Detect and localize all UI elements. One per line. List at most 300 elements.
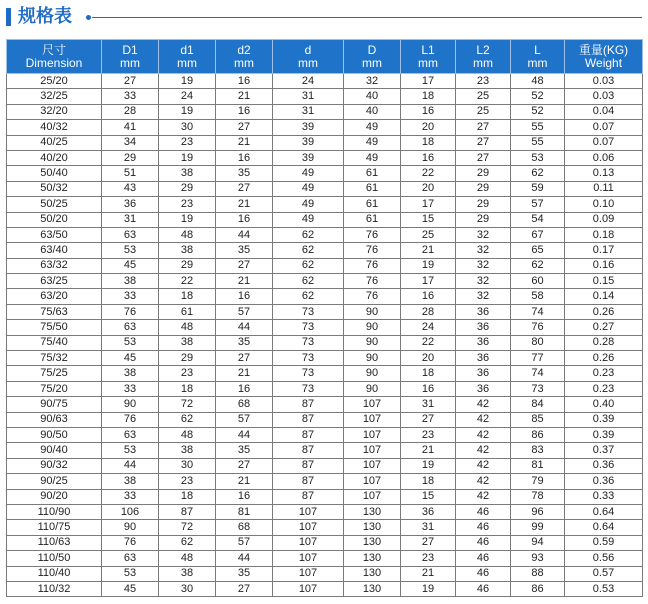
table-cell: 23: [401, 551, 456, 566]
table-cell: 55: [511, 120, 565, 135]
table-cell: 36: [456, 381, 511, 396]
dimension-cell: 110/63: [7, 535, 102, 550]
table-cell: 87: [273, 443, 344, 458]
table-cell: 0.23: [565, 381, 643, 396]
table-row: [7, 489, 643, 504]
table-cell: 0.06: [565, 150, 643, 165]
table-cell: 107: [273, 535, 344, 550]
table-cell: 73: [273, 351, 344, 366]
table-cell: 0.64: [565, 520, 643, 535]
table-row: [7, 551, 643, 566]
table-row: [7, 566, 643, 581]
table-cell: 25: [456, 89, 511, 104]
title-bar: [6, 4, 642, 30]
column-header-label: D1: [122, 42, 138, 57]
page-title: 规格表: [18, 6, 72, 27]
column-header: [216, 40, 273, 74]
table-cell: 79: [511, 474, 565, 489]
dimension-cell: 110/90: [7, 504, 102, 519]
table-cell: 0.03: [565, 89, 643, 104]
table-cell: 90: [344, 320, 401, 335]
column-header-label: L1: [421, 42, 435, 57]
table-cell: 38: [159, 335, 216, 350]
table-cell: 49: [344, 135, 401, 150]
table-row: [7, 104, 643, 119]
table-cell: 80: [511, 335, 565, 350]
table-cell: 16: [216, 150, 273, 165]
dimension-cell: 90/32: [7, 458, 102, 473]
table-cell: 36: [456, 351, 511, 366]
table-cell: 0.33: [565, 489, 643, 504]
table-cell: 87: [273, 412, 344, 427]
table-row: [7, 458, 643, 473]
table-cell: 33: [102, 489, 159, 504]
title-accent-bar: [6, 8, 11, 26]
table-cell: 0.14: [565, 289, 643, 304]
table-cell: 48: [159, 551, 216, 566]
table-cell: 57: [511, 197, 565, 212]
dimension-cell: 40/32: [7, 120, 102, 135]
table-cell: 73: [273, 366, 344, 381]
table-cell: 33: [102, 381, 159, 396]
table-cell: 38: [159, 443, 216, 458]
table-cell: 107: [273, 504, 344, 519]
table-cell: 23: [159, 135, 216, 150]
table-cell: 74: [511, 304, 565, 319]
table-cell: 87: [273, 427, 344, 442]
table-cell: 22: [159, 274, 216, 289]
table-cell: 31: [401, 520, 456, 535]
spec-table: [6, 39, 643, 597]
table-cell: 0.10: [565, 197, 643, 212]
table-cell: 16: [401, 381, 456, 396]
table-row: [7, 535, 643, 550]
column-header-unit: mm: [473, 55, 493, 70]
table-cell: 107: [344, 489, 401, 504]
table-cell: 49: [273, 197, 344, 212]
dimension-cell: 90/25: [7, 474, 102, 489]
table-cell: 81: [216, 504, 273, 519]
table-row: [7, 74, 643, 89]
table-cell: 130: [344, 566, 401, 581]
table-cell: 23: [159, 197, 216, 212]
table-cell: 38: [102, 474, 159, 489]
table-cell: 130: [344, 551, 401, 566]
column-header-label: d1: [180, 42, 194, 57]
table-cell: 87: [273, 397, 344, 412]
table-cell: 20: [401, 351, 456, 366]
table-cell: 90: [344, 304, 401, 319]
table-cell: 0.36: [565, 458, 643, 473]
column-header-unit: mm: [418, 55, 438, 70]
title-divider-line: [92, 17, 642, 18]
dimension-cell: 90/50: [7, 427, 102, 442]
table-cell: 31: [273, 104, 344, 119]
table-row: [7, 320, 643, 335]
table-row: [7, 520, 643, 535]
table-cell: 28: [401, 304, 456, 319]
table-cell: 46: [456, 551, 511, 566]
table-cell: 46: [456, 535, 511, 550]
table-cell: 62: [273, 227, 344, 242]
table-cell: 21: [216, 366, 273, 381]
table-cell: 76: [102, 412, 159, 427]
table-row: [7, 289, 643, 304]
table-row: [7, 335, 643, 350]
table-cell: 107: [344, 427, 401, 442]
table-cell: 62: [511, 166, 565, 181]
table-cell: 40: [344, 89, 401, 104]
table-cell: 63: [102, 427, 159, 442]
column-header: [511, 40, 565, 74]
table-row: [7, 274, 643, 289]
table-cell: 49: [273, 212, 344, 227]
table-cell: 21: [401, 566, 456, 581]
table-cell: 57: [216, 304, 273, 319]
dimension-cell: 63/20: [7, 289, 102, 304]
table-cell: 27: [401, 535, 456, 550]
table-cell: 107: [344, 474, 401, 489]
table-cell: 36: [401, 504, 456, 519]
table-cell: 0.23: [565, 366, 643, 381]
table-cell: 19: [401, 258, 456, 273]
table-cell: 23: [159, 474, 216, 489]
table-cell: 28: [102, 104, 159, 119]
dimension-cell: 25/20: [7, 74, 102, 89]
table-cell: 30: [159, 581, 216, 596]
table-cell: 38: [159, 243, 216, 258]
table-row: [7, 381, 643, 396]
table-cell: 18: [159, 489, 216, 504]
table-cell: 16: [216, 289, 273, 304]
table-row: [7, 474, 643, 489]
table-cell: 32: [456, 274, 511, 289]
table-cell: 0.04: [565, 104, 643, 119]
table-cell: 0.39: [565, 427, 643, 442]
table-cell: 24: [159, 89, 216, 104]
table-cell: 18: [159, 289, 216, 304]
table-cell: 16: [401, 289, 456, 304]
table-cell: 76: [344, 258, 401, 273]
table-cell: 49: [344, 150, 401, 165]
table-cell: 36: [456, 335, 511, 350]
table-cell: 55: [511, 135, 565, 150]
dimension-cell: 40/25: [7, 135, 102, 150]
table-cell: 62: [273, 289, 344, 304]
table-cell: 0.64: [565, 504, 643, 519]
dimension-cell: 90/75: [7, 397, 102, 412]
dimension-cell: 50/25: [7, 197, 102, 212]
table-cell: 33: [102, 89, 159, 104]
table-cell: 59: [511, 181, 565, 196]
table-cell: 15: [401, 489, 456, 504]
table-cell: 45: [102, 351, 159, 366]
table-cell: 17: [401, 74, 456, 89]
table-cell: 21: [401, 243, 456, 258]
table-cell: 53: [102, 243, 159, 258]
table-row: [7, 120, 643, 135]
table-cell: 0.18: [565, 227, 643, 242]
table-cell: 42: [456, 489, 511, 504]
dimension-cell: 32/25: [7, 89, 102, 104]
table-cell: 53: [511, 150, 565, 165]
table-cell: 90: [102, 520, 159, 535]
table-cell: 43: [102, 181, 159, 196]
table-cell: 31: [102, 212, 159, 227]
table-cell: 19: [401, 458, 456, 473]
table-cell: 62: [159, 412, 216, 427]
table-cell: 36: [102, 197, 159, 212]
table-cell: 130: [344, 520, 401, 535]
table-cell: 29: [456, 197, 511, 212]
table-cell: 27: [456, 150, 511, 165]
table-cell: 107: [344, 458, 401, 473]
table-cell: 0.17: [565, 243, 643, 258]
table-row: [7, 427, 643, 442]
dimension-cell: 50/32: [7, 181, 102, 196]
table-cell: 16: [401, 104, 456, 119]
table-cell: 38: [102, 366, 159, 381]
table-row: [7, 197, 643, 212]
table-cell: 77: [511, 351, 565, 366]
table-cell: 27: [216, 120, 273, 135]
table-cell: 0.07: [565, 120, 643, 135]
column-header-unit: mm: [298, 55, 318, 70]
table-row: [7, 227, 643, 242]
table-cell: 72: [159, 520, 216, 535]
table-cell: 16: [401, 150, 456, 165]
title-divider-dot: [86, 15, 91, 20]
table-cell: 62: [273, 243, 344, 258]
table-cell: 16: [216, 489, 273, 504]
table-cell: 72: [159, 397, 216, 412]
table-cell: 62: [511, 258, 565, 273]
table-cell: 17: [401, 274, 456, 289]
table-cell: 32: [344, 74, 401, 89]
table-cell: 30: [159, 458, 216, 473]
table-cell: 48: [511, 74, 565, 89]
table-cell: 29: [456, 181, 511, 196]
table-row: [7, 166, 643, 181]
table-cell: 48: [159, 427, 216, 442]
column-header-unit: mm: [177, 55, 197, 70]
table-cell: 48: [159, 320, 216, 335]
dimension-cell: 75/25: [7, 366, 102, 381]
table-cell: 0.37: [565, 443, 643, 458]
table-cell: 45: [102, 581, 159, 596]
table-cell: 49: [273, 181, 344, 196]
dimension-cell: 75/40: [7, 335, 102, 350]
column-header-label: d2: [237, 42, 251, 57]
header-row: [7, 40, 643, 74]
table-cell: 0.26: [565, 304, 643, 319]
dimension-cell: 90/40: [7, 443, 102, 458]
table-cell: 53: [102, 566, 159, 581]
table-cell: 53: [102, 443, 159, 458]
table-row: [7, 412, 643, 427]
table-cell: 61: [344, 166, 401, 181]
table-cell: 76: [511, 320, 565, 335]
table-cell: 73: [273, 335, 344, 350]
table-row: [7, 351, 643, 366]
table-cell: 46: [456, 581, 511, 596]
table-cell: 76: [344, 227, 401, 242]
dimension-cell: 90/20: [7, 489, 102, 504]
dimension-cell: 63/50: [7, 227, 102, 242]
table-cell: 24: [401, 320, 456, 335]
table-cell: 18: [159, 381, 216, 396]
table-cell: 46: [456, 504, 511, 519]
table-cell: 63: [102, 551, 159, 566]
table-cell: 46: [456, 566, 511, 581]
table-cell: 0.26: [565, 351, 643, 366]
table-cell: 16: [216, 74, 273, 89]
table-cell: 62: [273, 258, 344, 273]
table-cell: 40: [344, 104, 401, 119]
table-cell: 84: [511, 397, 565, 412]
table-cell: 29: [102, 150, 159, 165]
table-cell: 20: [401, 120, 456, 135]
table-body: [7, 74, 643, 597]
table-cell: 107: [273, 581, 344, 596]
table-cell: 76: [102, 304, 159, 319]
table-cell: 16: [216, 381, 273, 396]
column-header: [401, 40, 456, 74]
table-cell: 44: [216, 227, 273, 242]
table-cell: 94: [511, 535, 565, 550]
table-cell: 130: [344, 581, 401, 596]
dimension-cell: 75/32: [7, 351, 102, 366]
table-cell: 0.11: [565, 181, 643, 196]
table-cell: 27: [216, 351, 273, 366]
table-cell: 29: [456, 166, 511, 181]
table-cell: 76: [102, 535, 159, 550]
table-cell: 38: [159, 566, 216, 581]
table-cell: 52: [511, 104, 565, 119]
dimension-cell: 110/75: [7, 520, 102, 535]
table-cell: 24: [273, 74, 344, 89]
table-cell: 74: [511, 366, 565, 381]
table-cell: 27: [456, 135, 511, 150]
table-cell: 19: [159, 74, 216, 89]
table-cell: 36: [456, 304, 511, 319]
table-cell: 42: [456, 474, 511, 489]
column-header-unit: Weight: [584, 55, 623, 70]
dimension-cell: 63/40: [7, 243, 102, 258]
table-cell: 18: [401, 135, 456, 150]
column-header-label: L: [534, 42, 541, 57]
column-header-label: D: [367, 42, 377, 57]
table-cell: 93: [511, 551, 565, 566]
table-cell: 39: [273, 135, 344, 150]
dimension-cell: 40/20: [7, 150, 102, 165]
table-cell: 29: [159, 351, 216, 366]
table-cell: 21: [401, 443, 456, 458]
table-cell: 29: [159, 258, 216, 273]
table-cell: 73: [273, 320, 344, 335]
table-cell: 81: [511, 458, 565, 473]
dimension-cell: 50/20: [7, 212, 102, 227]
table-cell: 32: [456, 289, 511, 304]
table-cell: 25: [401, 227, 456, 242]
table-cell: 31: [401, 397, 456, 412]
table-cell: 58: [511, 289, 565, 304]
table-cell: 0.28: [565, 335, 643, 350]
table-cell: 54: [511, 212, 565, 227]
table-cell: 27: [401, 412, 456, 427]
table-cell: 15: [401, 212, 456, 227]
table-cell: 73: [273, 381, 344, 396]
column-header: [159, 40, 216, 74]
table-row: [7, 135, 643, 150]
table-cell: 130: [344, 535, 401, 550]
table-cell: 22: [401, 166, 456, 181]
table-cell: 76: [344, 274, 401, 289]
table-cell: 0.40: [565, 397, 643, 412]
table-row: [7, 258, 643, 273]
table-cell: 16: [216, 104, 273, 119]
column-header: [344, 40, 401, 74]
column-header: [102, 40, 159, 74]
table-cell: 17: [401, 197, 456, 212]
column-header-unit: mm: [120, 55, 140, 70]
table-cell: 18: [401, 474, 456, 489]
table-cell: 21: [216, 89, 273, 104]
table-cell: 85: [511, 412, 565, 427]
table-cell: 87: [273, 474, 344, 489]
table-cell: 27: [216, 581, 273, 596]
table-row: [7, 504, 643, 519]
dimension-cell: 110/32: [7, 581, 102, 596]
table-cell: 38: [159, 166, 216, 181]
table-cell: 0.03: [565, 74, 643, 89]
table-cell: 107: [344, 443, 401, 458]
table-cell: 88: [511, 566, 565, 581]
table-cell: 0.09: [565, 212, 643, 227]
table-cell: 19: [159, 150, 216, 165]
column-header-unit: Dimension: [25, 55, 83, 70]
column-header-label: L2: [476, 42, 490, 57]
table-row: [7, 366, 643, 381]
table-cell: 90: [344, 335, 401, 350]
column-header-unit: mm: [362, 55, 382, 70]
table-cell: 21: [216, 197, 273, 212]
table-cell: 42: [456, 427, 511, 442]
column-header: [456, 40, 511, 74]
table-cell: 90: [344, 381, 401, 396]
dimension-cell: 50/40: [7, 166, 102, 181]
table-cell: 52: [511, 89, 565, 104]
table-cell: 67: [511, 227, 565, 242]
table-cell: 76: [344, 243, 401, 258]
table-cell: 19: [401, 581, 456, 596]
table-row: [7, 397, 643, 412]
table-row: [7, 212, 643, 227]
column-header-label: 尺寸: [41, 42, 66, 57]
table-cell: 33: [102, 289, 159, 304]
table-cell: 41: [102, 120, 159, 135]
table-cell: 32: [456, 227, 511, 242]
table-cell: 16: [216, 212, 273, 227]
table-cell: 23: [456, 74, 511, 89]
table-cell: 51: [102, 166, 159, 181]
table-cell: 107: [344, 412, 401, 427]
table-row: [7, 243, 643, 258]
table-cell: 19: [159, 212, 216, 227]
table-cell: 0.36: [565, 474, 643, 489]
table-cell: 0.16: [565, 258, 643, 273]
table-cell: 78: [511, 489, 565, 504]
